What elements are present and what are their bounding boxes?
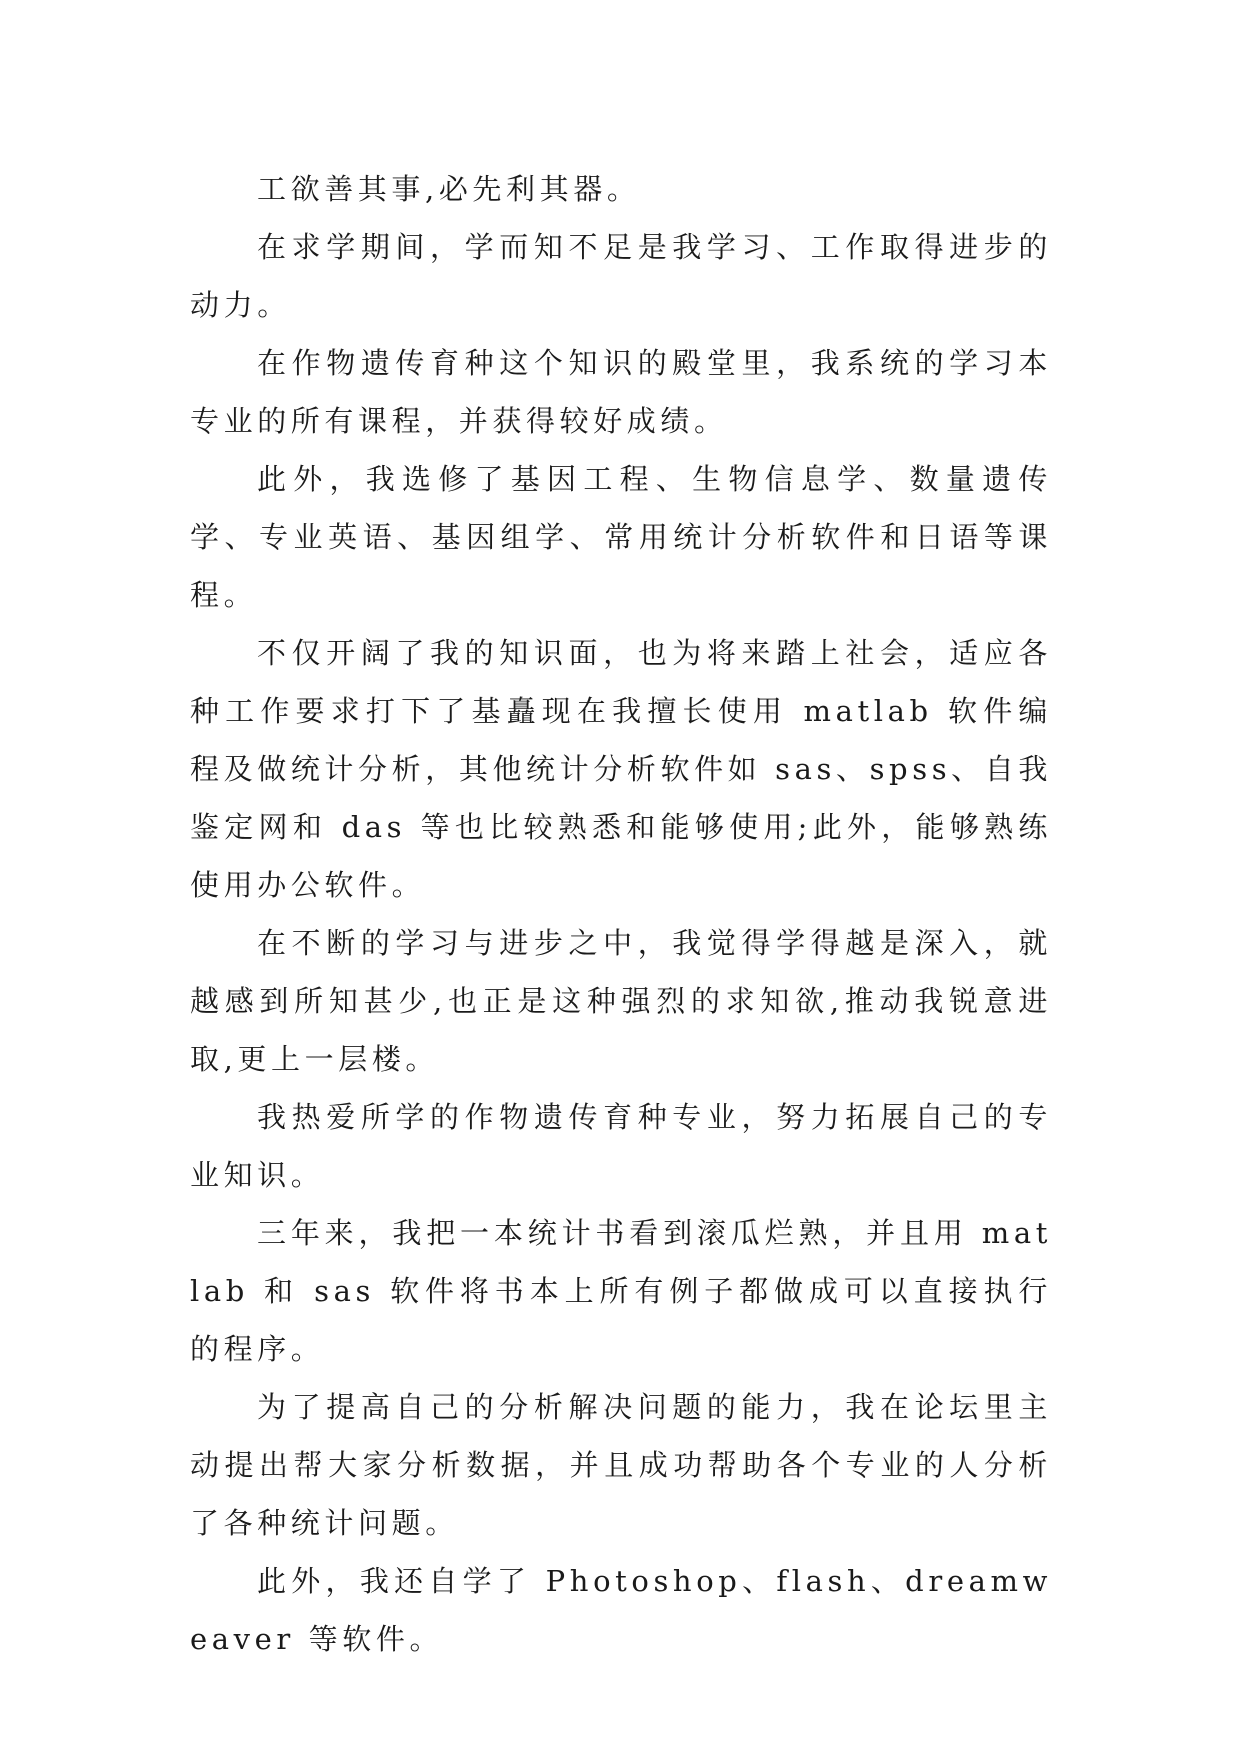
- paragraph: 不仅开阔了我的知识面，也为将来踏上社会，适应各种工作要求打下了基矗现在我擅长使用 matlab 软件编程及做统计分析，其他统计分析软件如 sas、spss、自我鉴定网和 das 等也比较熟悉和能够使用;此外，能够熟练使用办公软件。: [190, 636, 1052, 902]
- paragraph: 在不断的学习与进步之中，我觉得学得越是深入，就越感到所知甚少,也正是这种强烈的求知欲,推动我锐意进取,更上一层楼。: [190, 926, 1052, 1076]
- paragraph: 工欲善其事,必先利其器。: [257, 172, 641, 206]
- paragraph: 在求学期间，学而知不足是我学习、工作取得进步的动力。: [190, 230, 1052, 322]
- paragraph: 此外，我还自学了 Photoshop、flash、dreamweaver 等软件。: [190, 1564, 1052, 1656]
- document-body: [190, 160, 1052, 1668]
- paragraph: 此外，我选修了基因工程、生物信息学、数量遗传学、专业英语、基因组学、常用统计分析软件和日语等课程。: [190, 462, 1052, 612]
- paragraph: 我热爱所学的作物遗传育种专业，努力拓展自己的专业知识。: [190, 1100, 1052, 1192]
- paragraph: 在作物遗传育种这个知识的殿堂里，我系统的学习本专业的所有课程，并获得较好成绩。: [190, 346, 1052, 438]
- paragraph: 为了提高自己的分析解决问题的能力，我在论坛里主动提出帮大家分析数据，并且成功帮助各个专业的人分析了各种统计问题。: [190, 1390, 1052, 1540]
- paragraph: 三年来，我把一本统计书看到滚瓜烂熟，并且用 matlab 和 sas 软件将书本上所有例子都做成可以直接执行的程序。: [190, 1216, 1052, 1366]
